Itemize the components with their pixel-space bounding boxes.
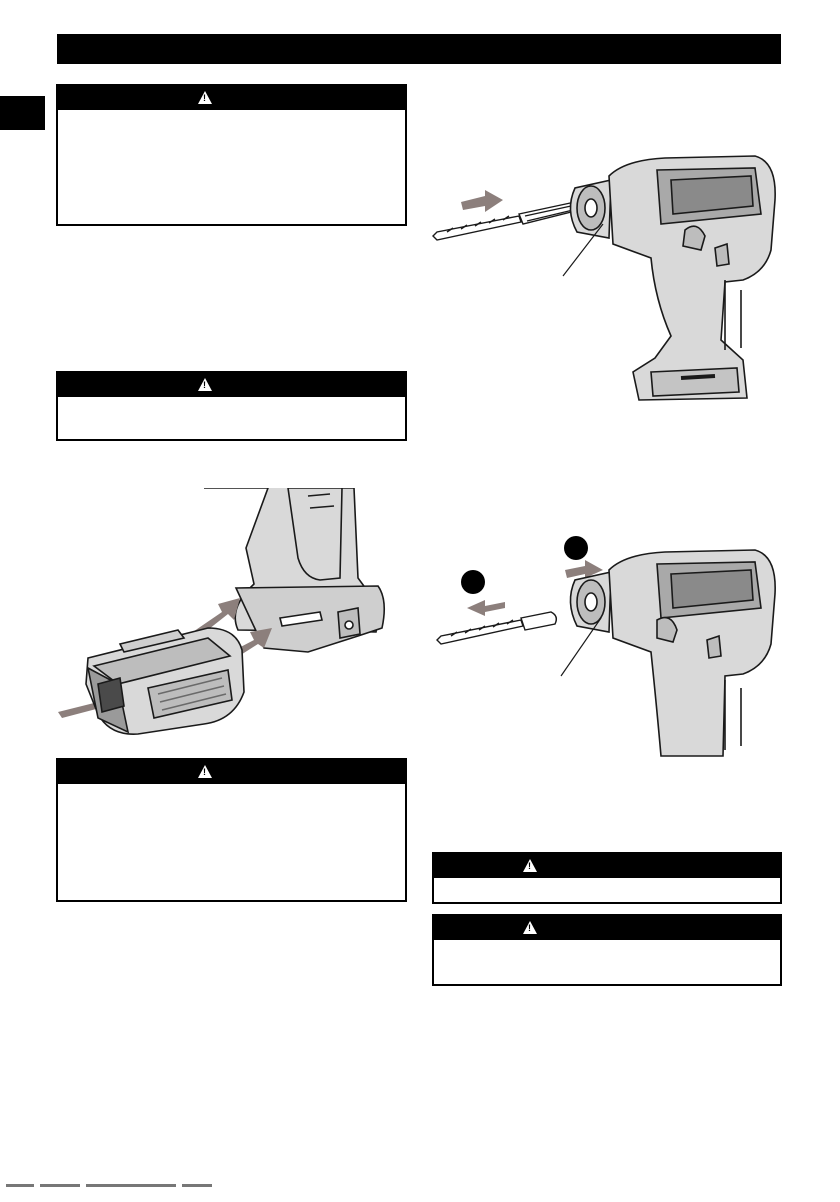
warning-box-header	[434, 916, 780, 940]
page-footer-strip	[0, 1184, 840, 1192]
direction-arrow-icon	[461, 190, 503, 212]
insert-bit-figure	[425, 140, 785, 410]
section-header-bar	[57, 34, 781, 64]
drill-bit	[433, 202, 579, 240]
warning-box	[56, 758, 407, 902]
warning-triangle-icon	[523, 859, 537, 872]
language-tab	[0, 96, 45, 130]
rotary-hammer-tool	[570, 156, 775, 400]
step-marker-1	[461, 570, 485, 594]
remove-bit-figure	[425, 520, 785, 760]
drill-bit	[437, 612, 556, 644]
warning-box-header	[58, 86, 405, 110]
step-marker-2	[564, 536, 588, 560]
warning-box	[432, 852, 782, 904]
warning-box-header	[58, 760, 405, 784]
warning-triangle-icon	[198, 378, 212, 391]
warning-triangle-icon	[198, 765, 212, 778]
warning-box-header	[58, 373, 405, 397]
battery-figure	[58, 488, 404, 744]
warning-box	[56, 371, 407, 441]
warning-box	[56, 84, 407, 226]
warning-triangle-icon	[198, 91, 212, 104]
battery-pack	[86, 628, 244, 734]
warning-box-header	[434, 854, 780, 878]
rotary-hammer-tool	[570, 550, 775, 756]
tool-handle	[204, 488, 384, 652]
warning-triangle-icon	[523, 921, 537, 934]
warning-box	[432, 914, 782, 986]
